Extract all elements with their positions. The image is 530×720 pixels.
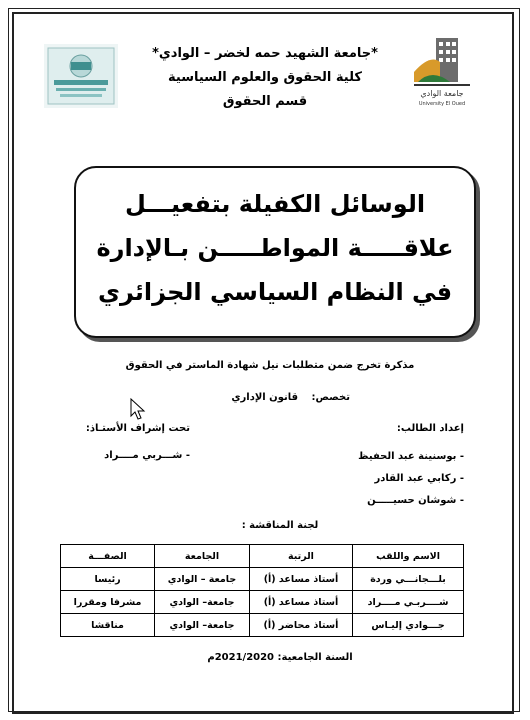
member-university: جامعة – الوادي bbox=[155, 568, 250, 591]
institution-header bbox=[120, 42, 410, 114]
title-line-2: علاقـــــة المواطـــــن بـالإدارة bbox=[96, 234, 454, 262]
member-name: شــــربـي مــــراد bbox=[353, 591, 464, 614]
committee-header-row bbox=[61, 545, 464, 568]
column-header: الاسم واللقب bbox=[353, 545, 464, 568]
faculty-name: كلية الحقوق والعلوم السياسية bbox=[168, 70, 362, 85]
academic-year: السنة الجامعية: 2021/2020م bbox=[207, 652, 353, 663]
member-rank: أستاذ مساعد (أ) bbox=[249, 568, 352, 591]
table-row bbox=[61, 591, 464, 614]
member-role: مشرفا ومقررا bbox=[61, 591, 155, 614]
member-university: جامعة– الوادي bbox=[155, 614, 250, 637]
member-role: رئيسا bbox=[61, 568, 155, 591]
department-name: قسم الحقوق bbox=[222, 94, 308, 109]
supervisor-label: تحت إشراف الأستـاذ: bbox=[85, 423, 190, 434]
svg-text:University El Oued: University El Oued bbox=[418, 101, 466, 107]
member-name: بلـــجانـــي وردة bbox=[353, 568, 464, 591]
student-name: - شوشان حسيـــــن bbox=[367, 495, 464, 506]
member-rank: أستاذ مساعد (أ) bbox=[249, 591, 352, 614]
table-row bbox=[61, 568, 464, 591]
column-header: الصفـــة bbox=[61, 545, 155, 568]
thesis-title-box bbox=[74, 166, 476, 338]
column-header: الجامعة bbox=[155, 545, 250, 568]
specialization-value: قانون الإداري bbox=[231, 392, 299, 403]
column-header: الرتبة bbox=[249, 545, 352, 568]
students-label: إعداد الطالب: bbox=[396, 423, 464, 434]
table-row bbox=[61, 614, 464, 637]
member-role: مناقشا bbox=[61, 614, 155, 637]
member-name: جـــوادي إليـاس bbox=[353, 614, 464, 637]
specialization-label: تخصص: bbox=[311, 392, 350, 403]
mouse-cursor-icon bbox=[130, 398, 146, 422]
title-line-3: في النظام السياسي الجزائري bbox=[97, 278, 453, 306]
university-logo-icon bbox=[410, 32, 474, 110]
committee-label: لجنة المناقشة : bbox=[241, 520, 319, 531]
committee-table bbox=[60, 544, 464, 637]
student-name: - ركابي عبد القادر bbox=[374, 473, 464, 484]
supervisor-name: - شـــربي مــــراد bbox=[104, 450, 190, 461]
title-line-1: الوسائل الكفيلة بتفعيـــل bbox=[124, 190, 426, 218]
faculty-emblem-icon bbox=[44, 44, 118, 108]
svg-text:جامعة الوادي: جامعة الوادي bbox=[420, 89, 464, 98]
students-list bbox=[320, 446, 464, 512]
student-name: - بوسنينة عبد الحفيظ bbox=[358, 451, 464, 462]
specialization bbox=[200, 392, 350, 403]
member-university: جامعة– الوادي bbox=[155, 591, 250, 614]
thesis-subtitle: مذكرة تخرج ضمن متطلبات نيل شهادة الماستر في الحقوق bbox=[125, 360, 415, 371]
member-rank: أستاذ محاضر (أ) bbox=[249, 614, 352, 637]
university-name: *جامعة الشهيد حمه لخضر – الوادي* bbox=[152, 46, 378, 61]
